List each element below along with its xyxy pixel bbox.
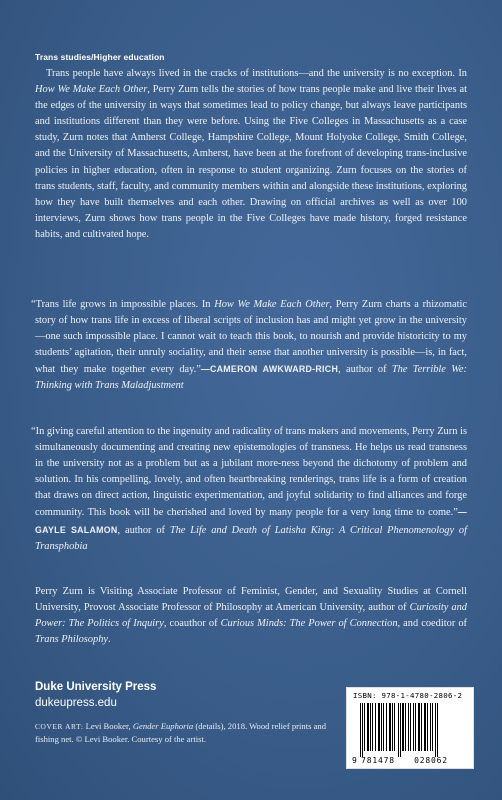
endorsement-quote-salamon [31, 424, 468, 555]
author-bio [35, 584, 467, 648]
barcode-bar [418, 703, 420, 751]
barcode-bar [378, 703, 380, 751]
barcode-bar [360, 703, 361, 757]
barcode-bar [362, 703, 363, 757]
quote-text: “Trans life grows in impossible places. In [31, 299, 215, 310]
publisher-url: dukeupress.edu [35, 697, 117, 709]
barcode-bar [383, 703, 384, 751]
barcode-bar [410, 703, 411, 751]
artwork-title: Gender Euphoria [132, 721, 194, 731]
category-label: Trans studies/Higher education [35, 52, 165, 62]
attribution-suffix: , author of [117, 524, 170, 536]
bio-book-title: Curious Minds: The Power of Connection [220, 618, 398, 630]
barcode-bar [398, 703, 399, 757]
isbn-label: ISBN: 978-1-4780-2806-2 [353, 691, 463, 700]
quote-attribution: —GAYLE SALAMON [35, 507, 467, 535]
barcode-bar [386, 703, 387, 751]
barcode-bar [408, 703, 409, 751]
barcode-bar [389, 703, 391, 751]
barcode-icon [351, 703, 469, 765]
isbn-barcode [346, 687, 474, 769]
barcode-bar [435, 703, 436, 757]
cover-art-text: Levi Booker, [83, 721, 133, 731]
quote-attribution: —CAMERON AWKWARD-RICH [200, 364, 339, 375]
attributed-book-title: The Terrible We: Thinking with Trans Maladjustment [35, 364, 468, 392]
barcode-bar [430, 703, 431, 751]
barcode-bar [372, 703, 373, 751]
barcode-bar [424, 703, 426, 751]
barcode-left-digits: 781478 [361, 756, 395, 765]
quote-text-cont: , Perry Zurn charts a rhizomatic story of how trans life in excess of liberal scripts of inclusion has and might yet grow in the university—one such impossible place. I cannot wait to teach this book, to nourish and provide historicity to my students’ agitation, their unruly sociality, and their sense that another university is possible—is, in fact, what they make together every day.” [35, 299, 467, 376]
barcode-bar [432, 703, 433, 751]
book-title-inline: How We Make Each Other [35, 84, 148, 96]
barcode-bar [405, 703, 406, 751]
bio-text: . [108, 634, 111, 646]
description-text: Trans people have always lived in the cracks of institutions—and the university is no exception. In [46, 68, 467, 79]
quote-text: “In giving careful attention to the ingenuity and radicality of trans makers and movements, Perry Zurn is simultaneously documenting and creating new epistemologies of transness. He helps us read transness in the university not as a problem but as a jubilant more-ness beyond the dichotomy of problem and solution. In his compelling, lovely, and often heartbreaking renderings, trans life is a form of creation that draws on direct action, linguistic experimentation, and joyful solidarity to find alliances and forge community. This book will be cherished and loved by many people for a very long time to come.” [31, 426, 467, 519]
cover-art-credit [35, 720, 333, 746]
bio-book-title: Curiosity and Power: The Politics of Inquiry [35, 602, 467, 630]
barcode-bar [370, 703, 371, 751]
barcode-bar [367, 703, 369, 751]
endorsement-quote-awkward-rich [31, 297, 468, 395]
bio-text: Perry Zurn is Visiting Associate Professor of Feminist, Gender, and Sexuality Studies at Cornell University, Provost Associate Professor of Philosophy at American University, author of [35, 586, 467, 614]
barcode-lead-digit: 9 [352, 756, 357, 765]
book-description [35, 66, 467, 243]
barcode-bar [381, 703, 382, 751]
book-title-inline: How We Make Each Other [214, 299, 330, 310]
cover-art-text: (details), 2018. Wood relief prints and fishing net. © Levi Booker. Courtesy of the artist. [35, 721, 327, 744]
description-text-cont: , Perry Zurn tells the stories of how trans people make and live their lives at the edges of the university in ways that sometimes lead to policy change, but always leave participants and institutions different than they were before. Using the Five Colleges in Massachusetts as a case study, Zurn notes that Amherst College, Hampshire College, Mount Holyoke College, Smith College, and the University of Massachusetts, Amherst, have been at the forefront of developing trans-inclusive policies in higher education, often in response to student organizing. Zurn focuses on the stories of trans students, staff, faculty, and community members within and alongside these institutions, exploring how they have built themselves and each other. Drawing on official archives as well as over 100 interviews, Zurn shows how trans people in the Five Colleges have made history, forged resistance habits, and cultivated hope. [35, 84, 467, 240]
bio-book-title: Trans Philosophy [35, 634, 109, 646]
barcode-right-digits: 028062 [414, 756, 448, 765]
publisher-name: Duke University Press [35, 681, 157, 693]
barcode-bar [415, 703, 416, 751]
barcode-bar [427, 703, 428, 751]
barcode-bar [392, 703, 393, 751]
barcode-bar [437, 703, 438, 757]
cover-art-label: COVER ART: [35, 722, 84, 731]
attribution-suffix: , author of [338, 364, 392, 376]
barcode-bar [364, 703, 365, 751]
barcode-bar [413, 703, 414, 751]
bio-text: , coauthor of [163, 618, 221, 630]
attributed-book-title: The Life and Death of Latisha King: A Critical Phenomenology of Transphobia [35, 524, 468, 552]
barcode-bar [394, 703, 395, 751]
barcode-bar [402, 703, 404, 751]
barcode-bar [400, 703, 401, 757]
bio-text: , and coeditor of [397, 618, 468, 630]
barcode-bar [375, 703, 376, 751]
barcode-bar [421, 703, 422, 751]
